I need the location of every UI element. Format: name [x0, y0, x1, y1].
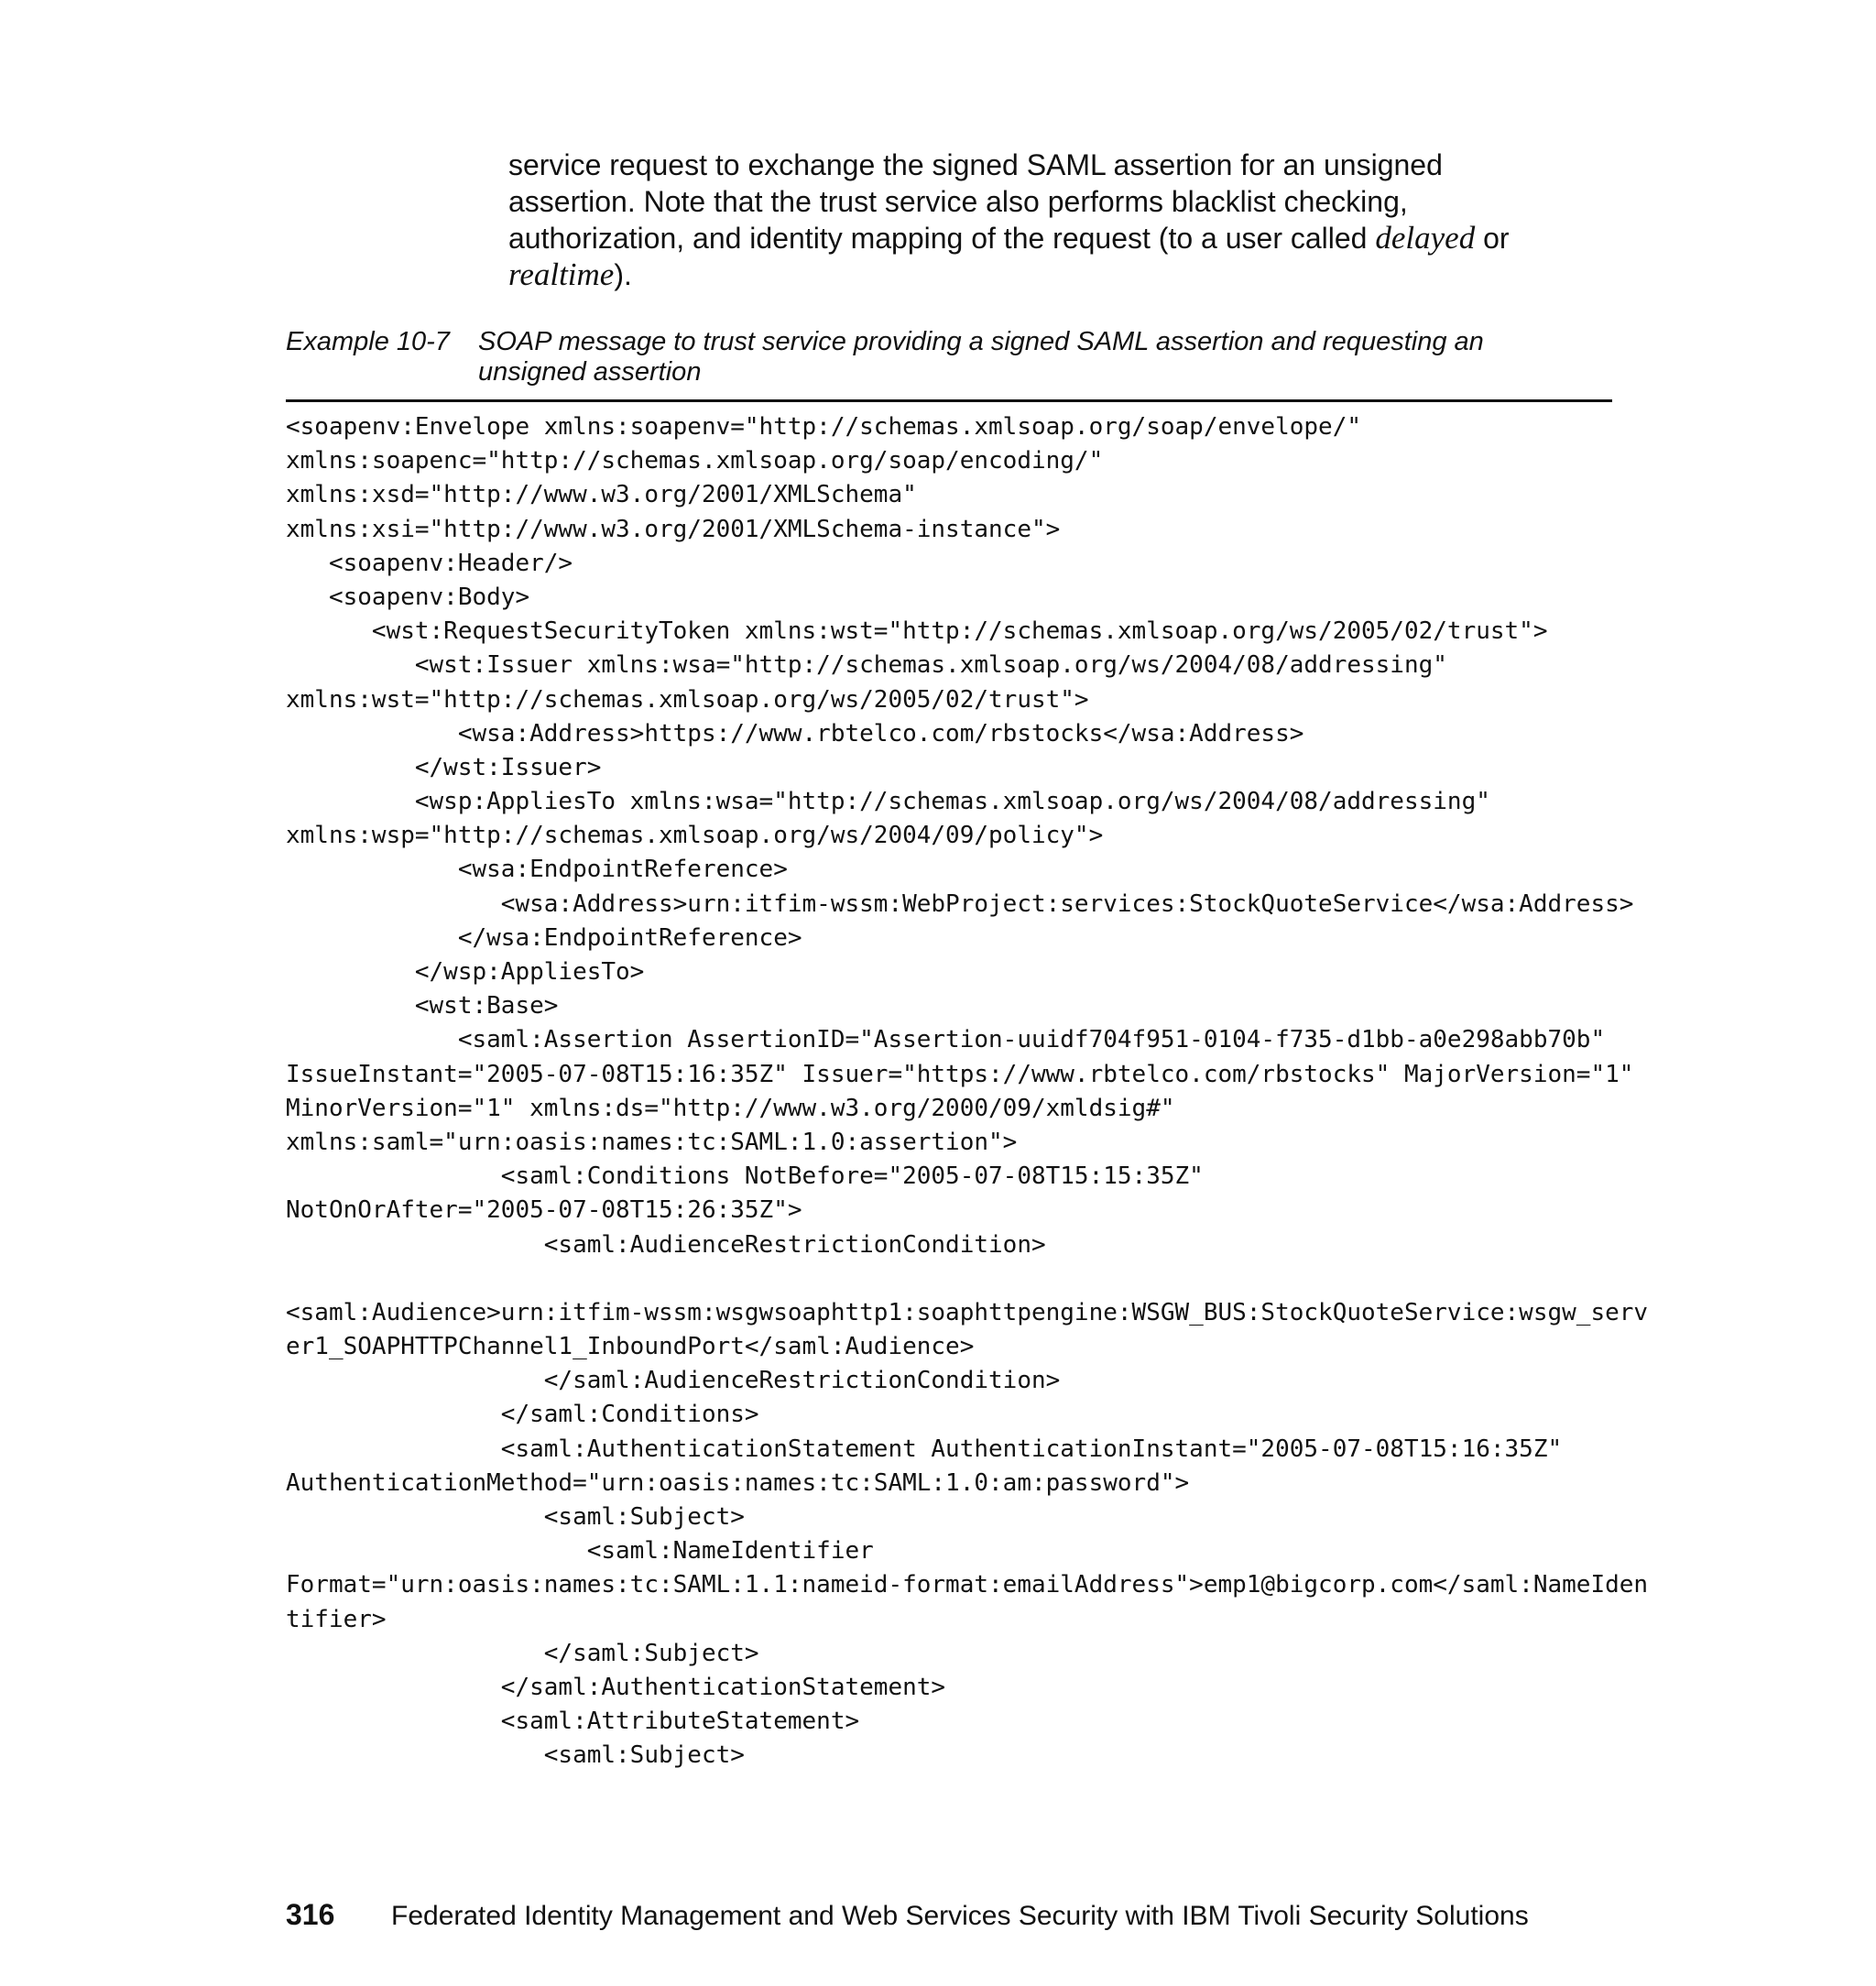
code-line: <saml:AttributeStatement>: [286, 1708, 860, 1736]
intro-italic-delayed: delayed: [1375, 220, 1476, 256]
code-line: xmlns:saml="urn:oasis:names:tc:SAML:1.0:assertion">: [286, 1128, 1018, 1156]
code-line: tifier>: [286, 1605, 387, 1633]
example-label: Example 10-7: [286, 327, 450, 356]
page-number: 316: [286, 1898, 335, 1931]
code-line: </wsa:EndpointReference>: [286, 923, 802, 952]
code-line: <saml:Audience>urn:itfim-wssm:wsgwsoaphttp1:soaphttpengine:WSGW_BUS:StockQuoteService:wsgw_serv: [286, 1298, 1649, 1326]
code-line: MinorVersion="1" xmlns:ds="http://www.w3.org/2000/09/xmldsig#": [286, 1094, 1175, 1122]
code-line: <soapenv:Header/>: [286, 549, 573, 577]
intro-italic-realtime: realtime: [508, 256, 615, 292]
code-line: <saml:NameIdentifier: [286, 1537, 874, 1566]
intro-line-3: [508, 220, 1608, 256]
code-line: <soapenv:Body>: [286, 583, 530, 611]
code-line: </wst:Issuer>: [286, 753, 602, 781]
code-line: <wst:Issuer xmlns:wsa="http://schemas.xmlsoap.org/ws/2004/08/addressing": [286, 651, 1447, 680]
code-line: <soapenv:Envelope xmlns:soapenv="http://schemas.xmlsoap.org/soap/envelope/": [286, 413, 1361, 441]
code-line: <wsa:Address>urn:itfim-wssm:WebProject:services:StockQuoteService</wsa:Address>: [286, 889, 1634, 918]
intro-line-3-tail: or: [1475, 222, 1510, 255]
code-line: xmlns:xsd="http://www.w3.org/2001/XMLSchema": [286, 481, 917, 509]
code-line: <saml:Conditions NotBefore="2005-07-08T15:15:35Z": [286, 1162, 1204, 1191]
intro-line-1: service request to exchange the signed SAML assertion for an unsigned: [508, 148, 1443, 181]
code-line: </saml:AudienceRestrictionCondition>: [286, 1367, 1061, 1395]
code-line: er1_SOAPHTTPChannel1_InboundPort</saml:Audience>: [286, 1333, 975, 1361]
code-line: <saml:Assertion AssertionID="Assertion-uuidf704f951-0104-f735-d1bb-a0e298abb70b": [286, 1026, 1606, 1054]
code-line: </wsp:AppliesTo>: [286, 958, 645, 986]
intro-paragraph: [508, 147, 1608, 293]
code-line: AuthenticationMethod="urn:oasis:names:tc:SAML:1.0:am:password">: [286, 1468, 1190, 1497]
code-line: xmlns:wst="http://schemas.xmlsoap.org/ws/2005/02/trust">: [286, 685, 1089, 714]
intro-line-4: [508, 256, 1608, 293]
code-line: <wsp:AppliesTo xmlns:wsa="http://schemas.xmlsoap.org/ws/2004/08/addressing": [286, 788, 1490, 816]
intro-line-4-tail: ).: [614, 258, 632, 291]
code-line: <wst:Base>: [286, 992, 559, 1020]
caption-divider: [286, 399, 1612, 402]
code-line: <saml:Subject>: [286, 1741, 745, 1770]
code-line: <saml:AudienceRestrictionCondition>: [286, 1230, 1046, 1259]
code-line: xmlns:wsp="http://schemas.xmlsoap.org/ws/2004/09/policy">: [286, 822, 1104, 850]
example-caption: [286, 327, 1614, 387]
code-line: xmlns:xsi="http://www.w3.org/2001/XMLSchema-instance">: [286, 515, 1061, 543]
page-footer: [286, 1896, 1529, 1935]
code-line: IssueInstant="2005-07-08T15:16:35Z" Issuer="https://www.rbtelco.com/rbstocks" MajorVersion="1": [286, 1060, 1634, 1088]
code-line: <saml:AuthenticationStatement AuthenticationInstant="2005-07-08T15:16:35Z": [286, 1435, 1563, 1463]
code-line: </saml:Conditions>: [286, 1401, 759, 1429]
code-line: </saml:AuthenticationStatement>: [286, 1673, 946, 1701]
intro-line-3-text: authorization, and identity mapping of the request (to a user called: [508, 222, 1376, 255]
caption-line-1: SOAP message to trust service providing a signed SAML assertion and requesting an: [478, 327, 1484, 356]
code-line: <wsa:Address>https://www.rbtelco.com/rbstocks</wsa:Address>: [286, 719, 1304, 747]
code-line: <wsa:EndpointReference>: [286, 856, 788, 884]
code-line: </saml:Subject>: [286, 1639, 759, 1667]
code-line: <saml:Subject>: [286, 1503, 745, 1531]
code-line: [286, 1262, 1614, 1296]
caption-line-2: unsigned assertion: [478, 357, 702, 387]
code-line: Format="urn:oasis:names:tc:SAML:1.1:nameid-format:emailAddress">emp1@bigcorp.com</saml:NameIden: [286, 1571, 1649, 1599]
code-line: NotOnOrAfter="2005-07-08T15:26:35Z">: [286, 1196, 802, 1225]
book-title: Federated Identity Management and Web Services Security with IBM Tivoli Security Solutions: [391, 1901, 1529, 1931]
code-line: <wst:RequestSecurityToken xmlns:wst="http://schemas.xmlsoap.org/ws/2005/02/trust">: [286, 617, 1548, 646]
code-line: xmlns:soapenc="http://schemas.xmlsoap.org/soap/encoding/": [286, 447, 1104, 475]
code-listing: [286, 410, 1649, 1773]
intro-line-2: assertion. Note that the trust service also performs blacklist checking,: [508, 185, 1408, 218]
